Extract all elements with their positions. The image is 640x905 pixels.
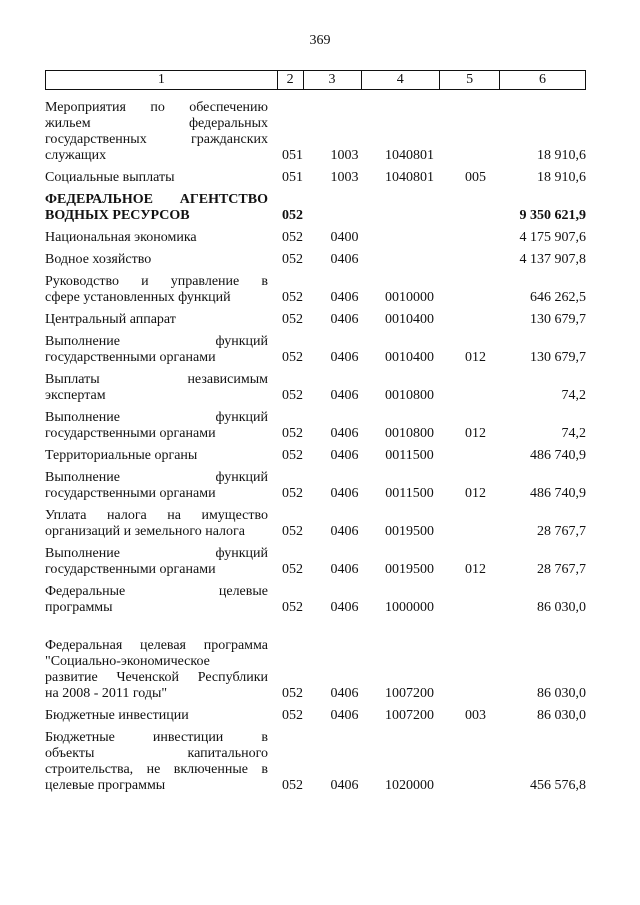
- section-code: 1003: [330, 148, 359, 163]
- target-article-code: 0010400: [385, 350, 434, 365]
- expense-type-code: 003: [465, 708, 486, 723]
- description-line: программы: [45, 600, 113, 615]
- target-article-code: 0010800: [385, 426, 434, 441]
- target-article-code: 0010000: [385, 290, 434, 305]
- target-article-code: 1040801: [385, 148, 434, 163]
- row-description: [45, 448, 268, 464]
- section-code: 0406: [330, 562, 359, 577]
- description-line: Выполнение функций: [45, 410, 268, 425]
- target-article-code: 1000000: [385, 600, 434, 615]
- section-code: 1003: [330, 170, 359, 185]
- row-description: [45, 334, 268, 366]
- column-header: 6: [500, 71, 586, 90]
- row-description: [45, 708, 268, 724]
- table-row: [45, 192, 586, 224]
- target-article-code: 0010800: [385, 388, 434, 403]
- column-header: 5: [440, 71, 500, 90]
- description-line: ФЕДЕРАЛЬНОЕ АГЕНТСТВО: [45, 192, 268, 207]
- description-line: целевые программы: [45, 778, 166, 793]
- expense-type-code: 012: [465, 562, 486, 577]
- column-header-row: [46, 71, 586, 90]
- amount: 486 740,9: [530, 486, 586, 501]
- expense-type-code: 012: [465, 350, 486, 365]
- description-line: экспертам: [45, 388, 106, 403]
- description-line: служащих: [45, 148, 107, 163]
- ministry-code: 052: [282, 708, 303, 723]
- table-row: [45, 312, 586, 328]
- column-header-table: [45, 70, 586, 90]
- table-row: [45, 230, 586, 246]
- description-line: Выполнение функций: [45, 546, 268, 561]
- section-code: 0406: [330, 388, 359, 403]
- section-code: 0406: [330, 426, 359, 441]
- column-header: 2: [277, 71, 303, 90]
- description-line: объекты капитального: [45, 746, 268, 761]
- description-line: на 2008 - 2011 годы": [45, 686, 168, 701]
- section-code: 0406: [330, 486, 359, 501]
- table-row: [45, 584, 586, 616]
- amount: 486 740,9: [530, 448, 586, 463]
- description-line: "Социально-экономическое: [45, 654, 210, 669]
- row-description: [45, 100, 268, 164]
- description-line: Водное хозяйство: [45, 252, 152, 267]
- row-description: [45, 638, 268, 702]
- amount: 9 350 621,9: [519, 208, 586, 223]
- description-line: развитие Чеченской Республики: [45, 670, 268, 685]
- description-line: сфере установленных функций: [45, 290, 231, 305]
- amount: 86 030,0: [537, 708, 586, 723]
- amount: 28 767,7: [537, 562, 586, 577]
- description-line: Территориальные органы: [45, 448, 198, 463]
- description-line: Бюджетные инвестиции в: [45, 730, 268, 745]
- table-row: [45, 274, 586, 306]
- description-line: Руководство и управление в: [45, 274, 268, 289]
- ministry-code: 052: [282, 778, 303, 793]
- table-row: [45, 252, 586, 268]
- row-description: [45, 470, 268, 502]
- description-line: государственных гражданских: [45, 132, 268, 147]
- description-line: Выполнение функций: [45, 470, 268, 485]
- section-code: 0406: [330, 708, 359, 723]
- description-line: Выплаты независимым: [45, 372, 268, 387]
- table-row: [45, 372, 586, 404]
- ministry-code: 051: [282, 148, 303, 163]
- row-description: [45, 252, 268, 268]
- amount: 28 767,7: [537, 524, 586, 539]
- ministry-code: 052: [282, 686, 303, 701]
- description-line: государственными органами: [45, 350, 216, 365]
- amount: 86 030,0: [537, 600, 586, 615]
- table-row: [45, 730, 586, 794]
- amount: 130 679,7: [530, 350, 586, 365]
- ministry-code: 052: [282, 426, 303, 441]
- table-row: [45, 638, 586, 702]
- target-article-code: 1020000: [385, 778, 434, 793]
- section-code: 0400: [330, 230, 359, 245]
- description-line: Уплата налога на имущество: [45, 508, 268, 523]
- table-row: [45, 546, 586, 578]
- target-article-code: 1007200: [385, 686, 434, 701]
- table-row: [45, 448, 586, 464]
- description-line: Бюджетные инвестиции: [45, 708, 189, 723]
- page-number: 369: [309, 33, 331, 48]
- amount: 18 910,6: [537, 170, 586, 185]
- expense-type-code: 012: [465, 426, 486, 441]
- section-code: 0406: [330, 350, 359, 365]
- ministry-code: 052: [282, 290, 303, 305]
- table-row: [45, 470, 586, 502]
- section-code: 0406: [330, 312, 359, 327]
- description-line: государственными органами: [45, 486, 216, 501]
- target-article-code: 0011500: [385, 486, 434, 501]
- description-line: Федеральная целевая программа: [45, 638, 268, 653]
- section-code: 0406: [330, 778, 359, 793]
- table-row: [45, 334, 586, 366]
- column-header: 3: [303, 71, 361, 90]
- description-line: ВОДНЫХ РЕСУРСОВ: [45, 208, 190, 223]
- description-line: Выполнение функций: [45, 334, 268, 349]
- description-line: Мероприятия по обеспечению: [45, 100, 268, 115]
- ministry-code: 052: [282, 448, 303, 463]
- row-description: [45, 410, 268, 442]
- row-description: [45, 372, 268, 404]
- target-article-code: 1007200: [385, 708, 434, 723]
- section-code: 0406: [330, 290, 359, 305]
- row-description: [45, 274, 268, 306]
- description-line: государственными органами: [45, 426, 216, 441]
- amount: 86 030,0: [537, 686, 586, 701]
- column-header: 4: [361, 71, 440, 90]
- ministry-code: 051: [282, 170, 303, 185]
- amount: 4 137 907,8: [519, 252, 586, 267]
- target-article-code: 0010400: [385, 312, 434, 327]
- target-article-code: 1040801: [385, 170, 434, 185]
- ministry-code: 052: [282, 208, 303, 223]
- amount: 646 262,5: [530, 290, 586, 305]
- description-line: Центральный аппарат: [45, 312, 176, 327]
- ministry-code: 052: [282, 350, 303, 365]
- row-description: [45, 192, 268, 224]
- target-article-code: 0019500: [385, 524, 434, 539]
- ministry-code: 052: [282, 600, 303, 615]
- section-code: 0406: [330, 600, 359, 615]
- description-line: государственными органами: [45, 562, 216, 577]
- table-row: [45, 508, 586, 540]
- ministry-code: 052: [282, 230, 303, 245]
- row-description: [45, 730, 268, 794]
- section-code: 0406: [330, 448, 359, 463]
- table-row: [45, 100, 586, 164]
- table-row: [45, 708, 586, 724]
- row-description: [45, 546, 268, 578]
- ministry-code: 052: [282, 562, 303, 577]
- description-line: Федеральные целевые: [45, 584, 268, 599]
- section-code: 0406: [330, 686, 359, 701]
- target-article-code: 0011500: [385, 448, 434, 463]
- amount: 74,2: [561, 388, 586, 403]
- amount: 18 910,6: [537, 148, 586, 163]
- amount: 74,2: [561, 426, 586, 441]
- section-code: 0406: [330, 524, 359, 539]
- row-description: [45, 508, 268, 540]
- description-line: Социальные выплаты: [45, 170, 175, 185]
- row-description: [45, 312, 268, 328]
- ministry-code: 052: [282, 312, 303, 327]
- amount: 4 175 907,6: [519, 230, 586, 245]
- row-description: [45, 170, 268, 186]
- amount: 130 679,7: [530, 312, 586, 327]
- table-row: [45, 170, 586, 186]
- table-row: [45, 410, 586, 442]
- ministry-code: 052: [282, 252, 303, 267]
- target-article-code: 0019500: [385, 562, 434, 577]
- description-line: строительства, не включенные в: [45, 762, 268, 777]
- budget-table-body: [45, 100, 586, 794]
- description-line: жильем федеральных: [45, 116, 268, 131]
- ministry-code: 052: [282, 388, 303, 403]
- section-code: 0406: [330, 252, 359, 267]
- expense-type-code: 005: [465, 170, 486, 185]
- description-line: Национальная экономика: [45, 230, 197, 245]
- row-description: [45, 584, 268, 616]
- description-line: организаций и земельного налога: [45, 524, 245, 539]
- ministry-code: 052: [282, 524, 303, 539]
- column-header: 1: [46, 71, 278, 90]
- expense-type-code: 012: [465, 486, 486, 501]
- amount: 456 576,8: [530, 778, 586, 793]
- row-description: [45, 230, 268, 246]
- ministry-code: 052: [282, 486, 303, 501]
